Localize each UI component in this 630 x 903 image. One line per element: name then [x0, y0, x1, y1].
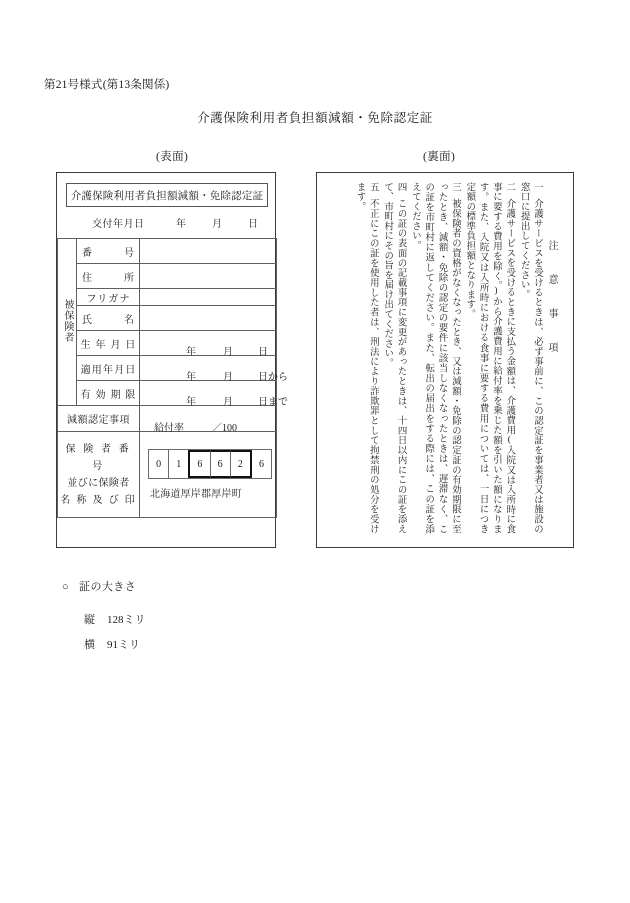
label-applydate: 適用年月日: [77, 356, 140, 381]
value-expiry[interactable]: [140, 381, 288, 408]
certificate-front-card: [56, 172, 288, 548]
table-row-insurer: [58, 432, 277, 518]
value-name[interactable]: [140, 306, 277, 331]
notice-item-4-number: 四: [395, 182, 406, 192]
expiry-year: 年: [186, 397, 196, 408]
insurer-number-boxes: [148, 449, 272, 479]
certificate-back-card: [316, 172, 574, 548]
value-applydate[interactable]: [140, 356, 288, 383]
certificate-fields-table: [57, 238, 288, 518]
insurer-municipality: 北海道厚岸郡厚岸町: [150, 489, 242, 500]
table-row-expiry: [58, 381, 277, 406]
size-height-value: 128ミリ: [107, 614, 146, 626]
label-birthdate: 生 年 月 日: [77, 331, 140, 356]
notice-item-2-text: 介護サービスを受けるときに支払う金額は、介護費用(入院又は入所時に食事に要する費用を除く。)から介護費用に給付率を乗じた額を引いた額になります。また、入院又は入所時における食事に要する費用については、一日につき定額の標準負担額となります。: [464, 182, 515, 534]
insured-vertical-label: 被保険者: [58, 239, 77, 406]
issue-date-day: 日: [248, 219, 258, 230]
birth-day: 日: [258, 347, 268, 358]
label-expiry: 有 効 期 限: [77, 381, 140, 406]
back-side-label: (裏面): [423, 151, 456, 163]
table-row-name: [58, 306, 277, 331]
table-row-address: [58, 264, 277, 289]
insurer-body: [140, 432, 277, 518]
label-number: 番 号: [77, 239, 140, 264]
insurer-digit-6: 6: [258, 458, 264, 470]
apply-year: 年: [186, 372, 196, 383]
notice-item-5-number: 五: [367, 182, 378, 192]
table-row-birthdate: [58, 331, 277, 356]
notice-item-5: [352, 182, 379, 534]
notice-item-2: [462, 182, 515, 534]
notice-item-3-number: 三: [449, 182, 460, 192]
certificate-title-box: 介護保険利用者負担額減額・免除認定証: [66, 183, 268, 207]
size-height-label: 縦: [84, 614, 95, 626]
notice-item-3-text: 被保険者の資格がなくなったとき、又は減額・免除の認定証の有効期限に至ったとき、減額・免除の認定の要件に該当しなくなったときは、遅滞なく、この証を市町村に返してください。また、転出の届出をする際には、この証を添えてください。: [409, 182, 460, 534]
benefit-rate-denominator: ／100: [212, 422, 237, 434]
size-width-value: 91ミリ: [107, 639, 140, 651]
insurer-digit-4: 6: [211, 450, 231, 478]
size-note-title: 証の大きさ: [79, 581, 137, 593]
bullet-circle-icon: ○: [62, 581, 70, 593]
insurer-digit-1: 0: [149, 450, 169, 478]
insurer-label-line3: 名 称 及 び 印: [60, 494, 137, 506]
notice-item-3: [408, 182, 461, 534]
table-row-reduction: [58, 406, 277, 432]
label-furigana: フリガナ: [77, 289, 140, 306]
insurer-label-line2: 並びに保険者: [67, 477, 130, 489]
expiry-month: 月: [223, 397, 233, 408]
notice-item-1: [516, 182, 543, 534]
benefit-rate-label: 給付率: [154, 422, 184, 434]
notice-item-5-text: 不正にこの証を使用した者は、刑法により詐欺罪として拘禁刑の処分を受けます。: [354, 182, 378, 534]
form-number: 第21号様式(第13条関係): [44, 79, 170, 91]
issue-date-label: 交付年月日: [92, 219, 145, 230]
notice-section: [325, 182, 565, 538]
front-side-label: (表面): [156, 151, 189, 163]
notice-item-2-number: 二: [504, 182, 515, 192]
notice-item-1-number: 一: [532, 182, 542, 192]
value-birthdate[interactable]: [140, 331, 277, 356]
table-row-number: [58, 239, 277, 264]
size-width-label: 横: [84, 639, 95, 651]
insurer-digit-2: 1: [169, 450, 189, 478]
size-note-heading: [62, 578, 136, 594]
birth-year: 年: [186, 347, 196, 358]
birth-month: 月: [223, 347, 233, 358]
insurer-digit-3: 6: [188, 450, 210, 478]
document-title: 介護保険利用者負担額減額・免除認定証: [197, 111, 433, 125]
value-reduction-items[interactable]: [140, 406, 277, 432]
notice-heading: 注 意 事 項: [546, 240, 557, 359]
value-address[interactable]: [140, 264, 277, 289]
issue-date-year: 年: [176, 219, 186, 230]
value-number[interactable]: [140, 239, 277, 264]
expiry-day-until: 日まで: [258, 397, 288, 408]
apply-day-from: 日から: [258, 372, 288, 383]
issue-date-row: [66, 213, 268, 233]
insurer-label-line1: 保 険 者 番 号: [65, 443, 132, 472]
notice-item-4-text: この証の表面の記載事項に変更があったときは、十四日以内にこの証を添えて、市町村にその旨を届け出てください。: [382, 182, 406, 534]
label-address: 住 所: [77, 264, 140, 289]
table-row-applydate: [58, 356, 277, 381]
notice-item-1-text: 介護サービスを受けるときは、必ず事前に、この認定証を事業者又は施設の窓口に提出してください。: [518, 182, 542, 534]
table-row-furigana: [58, 289, 277, 306]
value-furigana[interactable]: [140, 289, 277, 306]
size-width-line: [84, 636, 140, 652]
notice-item-4: [380, 182, 407, 534]
insurer-digit-5: 2: [231, 450, 252, 478]
size-height-line: [84, 611, 146, 627]
apply-month: 月: [223, 372, 233, 383]
issue-date-month: 月: [212, 219, 222, 230]
label-name: 氏 名: [77, 306, 140, 331]
label-reduction-items: 減額認定事項: [58, 406, 140, 432]
label-insurer: [58, 432, 140, 518]
